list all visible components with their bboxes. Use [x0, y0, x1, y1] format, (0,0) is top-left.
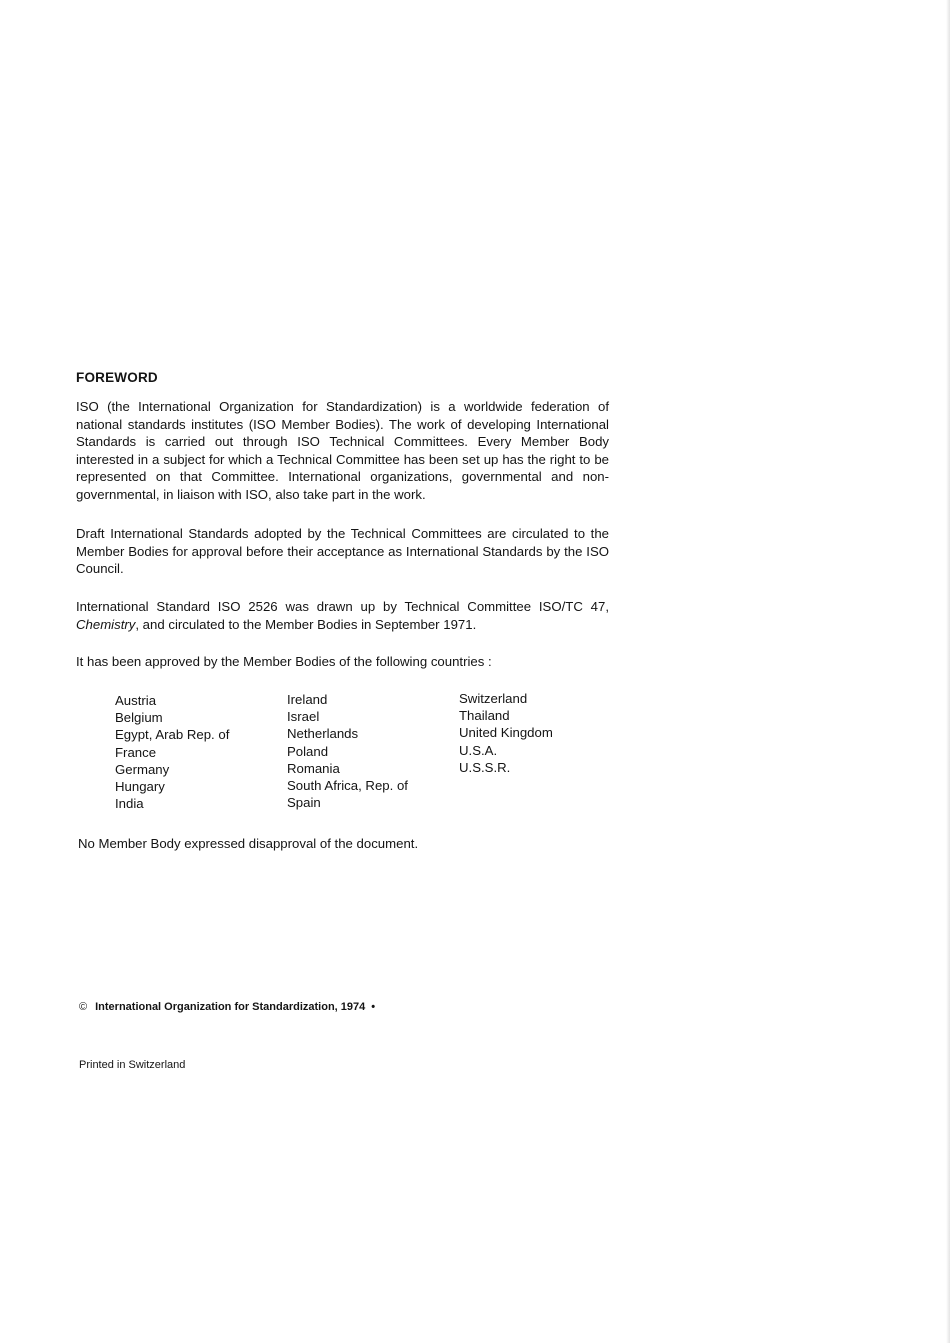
country-name: Poland: [287, 743, 329, 759]
country-name: Egypt, Arab Rep. of: [115, 727, 230, 743]
committee-name-italic: Chemistry: [76, 616, 136, 632]
country-name: United Kingdom: [459, 725, 553, 741]
iso-2526-text-start: International Standard ISO 2526 was drawn up by Technical Committee ISO/TC 47,: [76, 599, 609, 614]
copyright-bullet: •: [371, 1001, 376, 1013]
country-name: Germany: [115, 761, 170, 777]
country-name: Ireland: [287, 692, 328, 707]
country-name: Spain: [287, 795, 321, 811]
foreword-paragraph-no-disapproval: No Member Body expressed disapproval of the document.: [78, 836, 419, 851]
country-name: Hungary: [115, 778, 165, 794]
printed-in-notice: Printed in Switzerland: [79, 1059, 186, 1071]
copyright-text: International Organization for Standardization, 1974: [95, 1001, 366, 1013]
country-name: U.S.S.R.: [459, 759, 511, 775]
foreword-paragraph-iso-2526: [76, 598, 609, 633]
country-name: Belgium: [115, 710, 163, 726]
countries-column-3: [459, 690, 553, 776]
countries-column-1: [115, 692, 229, 812]
country-name: Switzerland: [459, 691, 528, 706]
scan-edge-shadow: [946, 0, 950, 1343]
foreword-paragraph-draft-standards: Draft International Standards adopted by the Technical Committees are circulated to the Member Bodies for approval before their acceptance as International Standards by the ISO Council.: [76, 526, 609, 577]
foreword-heading: FOREWORD: [76, 370, 158, 385]
country-name: South Africa, Rep. of: [287, 777, 408, 793]
country-name: France: [115, 744, 157, 760]
country-name: Israel: [287, 709, 320, 725]
country-name: India: [115, 796, 144, 812]
country-name: Romania: [287, 760, 340, 776]
foreword-paragraph-approval: It has been approved by the Member Bodies of the following countries :: [76, 654, 492, 669]
countries-column-2: [287, 691, 408, 811]
copyright-notice: [79, 1001, 375, 1013]
country-name: Austria: [115, 693, 157, 708]
country-name: Netherlands: [287, 726, 359, 742]
foreword-paragraph-iso-description: ISO (the International Organization for Standardization) is a worldwide federation of national standards institutes (ISO Member Bodies). The work of developing International Standards is carried out through ISO Technical Committees. Every Member Body interested in a subject for which a Technical Committee has been set up has the right to be represented on that Committee. International organizations, governmental and non-governmental, in liaison with ISO, also take part in the work.: [76, 399, 609, 502]
iso-2526-text-end: , and circulated to the Member Bodies in September 1971.: [135, 616, 477, 632]
country-name: U.S.A.: [459, 742, 498, 758]
country-name: Thailand: [459, 708, 510, 724]
copyright-symbol: ©: [79, 1001, 88, 1013]
